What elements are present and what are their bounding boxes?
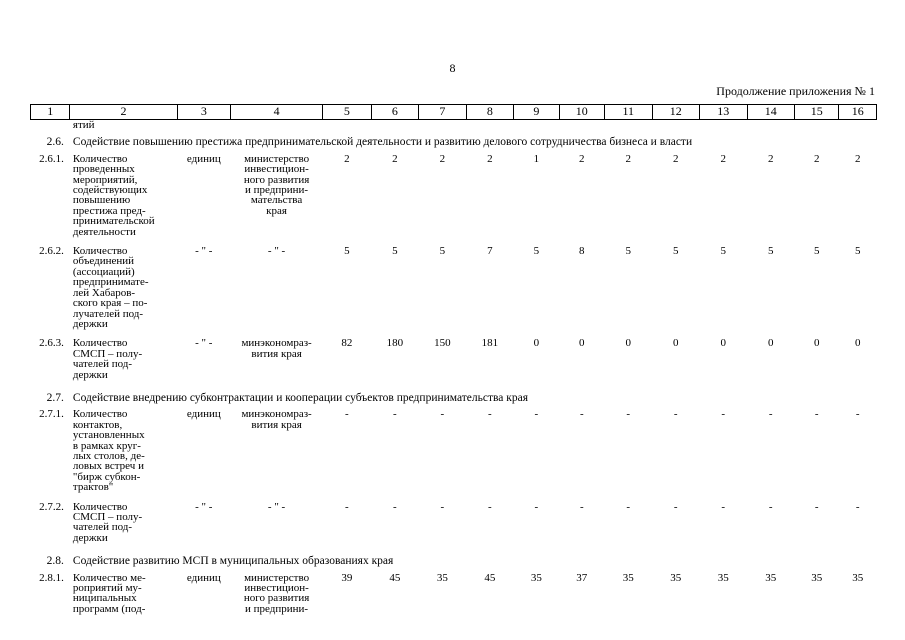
row-value: 181	[481, 337, 499, 350]
row-code: 2.6.3.	[39, 337, 64, 350]
row-value: 37	[576, 571, 588, 584]
row-value: 5	[533, 245, 540, 258]
row-value: 2	[392, 152, 398, 165]
row-value: -	[440, 500, 445, 513]
row-value: 0	[814, 337, 820, 350]
header-cell: 11	[605, 105, 653, 120]
row-code: 2.8.1.	[39, 571, 64, 584]
row-unit: единиц	[186, 408, 221, 421]
row-value: -	[768, 500, 773, 513]
row-value: 0	[673, 337, 679, 350]
row-value: 45	[389, 571, 401, 584]
row-value: -	[487, 408, 492, 421]
header-cell: 9	[514, 105, 559, 120]
continued-row	[31, 120, 877, 133]
row-value: -	[534, 408, 539, 421]
data-table	[30, 104, 877, 622]
row-value: 5	[814, 245, 820, 258]
table-row	[31, 501, 877, 552]
row-value: 5	[720, 245, 727, 258]
row-value: 0	[854, 337, 861, 350]
header-row	[31, 105, 877, 120]
row-executor: министерство инвестицион- ного развития и предприни- мательства края	[243, 152, 310, 217]
row-name: Количество СМСП – полу- чателей под- держки	[72, 337, 143, 381]
row-value: 35	[436, 571, 448, 584]
row-value: 7	[487, 245, 493, 258]
row-value: 2	[579, 152, 585, 165]
row-name: Количество объединений (ассоциаций) предпринимате- лей Хабаров- ского края – по- лучателей под- держки	[72, 245, 149, 330]
row-executor: минэкономраз- вития края	[241, 337, 312, 360]
section-row	[31, 551, 877, 571]
section-title: Содействие внедрению субконтрактации и кооперации субъектов предпринимательства края	[72, 391, 529, 404]
row-value: -	[855, 500, 860, 513]
header-cell: 2	[70, 105, 177, 120]
row-value: 0	[768, 337, 774, 350]
row-code: 2.6.2.	[39, 245, 64, 258]
header-cell: 13	[700, 105, 748, 120]
row-value: 35	[852, 571, 864, 584]
row-code: 2.6.1.	[39, 152, 64, 165]
row-value: -	[721, 408, 726, 421]
header-cell: 8	[466, 105, 514, 120]
header-cell: 16	[839, 105, 877, 120]
row-value: -	[855, 408, 860, 421]
row-value: 5	[344, 245, 350, 258]
row-value: -	[487, 500, 492, 513]
row-value: 2	[854, 152, 861, 165]
header-cell: 12	[652, 105, 700, 120]
header-cell: 7	[419, 105, 467, 120]
row-value: 5	[625, 245, 632, 258]
table-row	[31, 245, 877, 337]
section-row	[31, 132, 877, 152]
row-unit: - " -	[195, 337, 213, 350]
row-unit: единиц	[186, 571, 221, 584]
row-value: -	[579, 408, 584, 421]
row-value: 39	[341, 571, 353, 584]
continued-text: ятий	[72, 119, 95, 131]
row-value: -	[579, 500, 584, 513]
row-name: Количество проведенных мероприятий, содействующих повышению престижа пред- принимательской деятельности	[72, 152, 155, 238]
row-value: -	[673, 500, 678, 513]
row-value: 0	[625, 337, 632, 350]
header-cell: 4	[231, 105, 323, 120]
row-name: Количество ме- роприятий му- ниципальных программ (под-	[72, 571, 146, 615]
row-value: 82	[341, 337, 353, 350]
row-value: 0	[720, 337, 727, 350]
row-unit: - " -	[195, 245, 213, 258]
row-value: 5	[673, 245, 679, 258]
page-number: 8	[449, 61, 456, 75]
row-value: 5	[768, 245, 774, 258]
header-cell: 10	[559, 105, 604, 120]
row-value: 5	[392, 245, 398, 258]
row-value: 35	[670, 571, 682, 584]
row-value: 5	[854, 245, 861, 258]
section-code: 2.8.	[46, 555, 64, 568]
row-value: 2	[625, 152, 632, 165]
header-cell: 6	[371, 105, 419, 120]
row-executor: - " -	[267, 245, 286, 258]
row-value: 1	[533, 152, 540, 165]
row-value: 2	[720, 152, 727, 165]
row-name: Количество контактов, установленных в рамках круг- лых столов, де- ловых встреч и "бирж субкон- трактов"	[72, 408, 145, 494]
row-value: 45	[484, 571, 496, 584]
row-value: -	[392, 500, 397, 513]
row-value: 150	[434, 337, 451, 350]
table-row	[31, 153, 877, 245]
row-value: 2	[814, 152, 820, 165]
row-executor: минэкономраз- вития края	[241, 408, 312, 431]
row-unit: - " -	[195, 500, 213, 513]
table-row	[31, 408, 877, 500]
row-value: 35	[622, 571, 634, 584]
row-value: -	[673, 408, 678, 421]
header-cell: 14	[747, 105, 795, 120]
row-value: -	[814, 408, 819, 421]
section-title: Содействие повышению престижа предпринимательской деятельности и развитию делового сотрудничества бизнеса и власти	[72, 136, 693, 149]
header-cell: 15	[795, 105, 839, 120]
header-cell: 1	[31, 105, 70, 120]
row-value: 2	[768, 152, 774, 165]
row-value: 35	[530, 571, 542, 584]
row-value: -	[814, 500, 819, 513]
row-value: 2	[439, 152, 446, 165]
row-value: 5	[439, 245, 446, 258]
continuation-label: Продолжение приложения № 1	[716, 84, 875, 98]
row-value: 2	[487, 152, 493, 165]
row-value: -	[392, 408, 397, 421]
row-value: 0	[533, 337, 540, 350]
row-value: 8	[579, 245, 585, 258]
row-value: -	[534, 500, 539, 513]
row-value: -	[344, 408, 349, 421]
row-unit: единиц	[186, 152, 221, 165]
row-executor: - " -	[267, 500, 286, 513]
row-value: 35	[717, 571, 729, 584]
header-cell: 5	[323, 105, 372, 120]
row-code: 2.7.2.	[39, 500, 64, 513]
row-executor: министерство инвестицион- ного развития и предприни-	[243, 571, 310, 615]
row-value: -	[626, 408, 631, 421]
row-code: 2.7.1.	[39, 408, 64, 421]
row-value: 180	[386, 337, 404, 350]
row-value: -	[768, 408, 773, 421]
section-title: Содействие развитию МСП в муниципальных образованиях края	[72, 555, 394, 568]
header-cell: 3	[177, 105, 231, 120]
row-value: -	[344, 500, 349, 513]
table-row	[31, 337, 877, 388]
section-row	[31, 388, 877, 408]
row-value: -	[626, 500, 631, 513]
table-row	[31, 572, 877, 623]
section-code: 2.7.	[46, 391, 64, 404]
row-value: 35	[811, 571, 823, 584]
row-value: 2	[673, 152, 679, 165]
row-value: -	[721, 500, 726, 513]
section-code: 2.6.	[46, 136, 64, 149]
row-value: -	[440, 408, 445, 421]
row-name: Количество СМСП – полу- чателей под- держки	[72, 500, 143, 544]
row-value: 0	[579, 337, 585, 350]
row-value: 2	[344, 152, 350, 165]
row-value: 35	[765, 571, 777, 584]
